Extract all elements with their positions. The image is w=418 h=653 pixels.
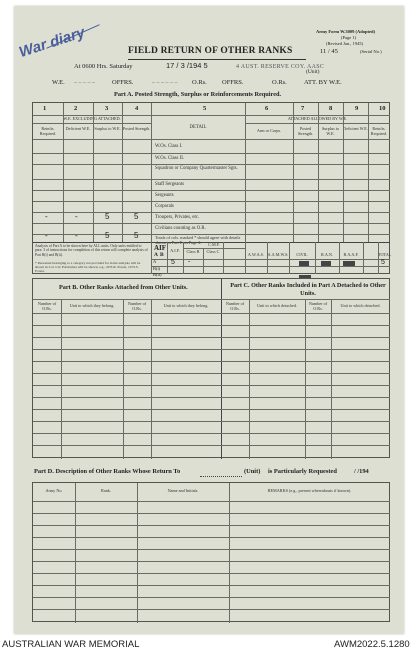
c-head-unit-2: Unit to which detached. [340,303,381,308]
unit-label: (Unit) [306,69,320,75]
ors-label: O.Rs. [192,79,207,86]
troopers-reinfts: - [45,212,48,221]
raaf-head: R.A.A.F. [343,252,359,257]
form-ref-3: (Revised Jan., 1945) [326,41,363,46]
civil-head: CIVIL [296,252,308,257]
offrs-label: OFFRS. [112,79,134,86]
raaf-mark [321,261,331,266]
ran-head: R.A.N. [321,252,333,257]
report-date: 17 / 3 /194 5 [166,61,208,70]
head-surplus: Surplus to W.E. [94,126,121,131]
col-num-7: 7 [301,105,305,112]
head-arm-corps: Arm or Corps. [256,128,282,133]
row-staff-sergeants: Staff Sergeants [155,182,184,187]
b-head-num-1: Number of O.Rs. [37,301,57,311]
class-c-head: Class C [206,249,220,254]
row-a-total-value: 5 [381,259,385,266]
col-num-5: 5 [203,105,207,112]
row-sqmsgts: Squadron or Company Quartermaster Sgts. [155,166,238,171]
ran-mark [299,261,309,266]
analysis-note: Analysis of Part A to be shown here by ALL units. Only units entitled to para. 3 of instructions for completion of this return will complete analysis of Part B(i) and B(ii). [35,244,148,257]
we-excluding-header: W.E. EXCLUDING ATTACHED. [63,116,121,121]
field-return-form [14,6,404,634]
awas-head: A.W.A.S. [247,252,265,257]
posted-note: * Personnel belonging to a category not provided for in the analysis will be shown in Col. Civ. Particulars will be shown, e.g., 20 E.R. Forest, 10 N.S. Forest. [35,261,141,274]
c-head-num-2: Number of O.Rs. [308,301,328,311]
row-a-dash: - [188,257,191,265]
row-a-aif-stamp: AIF [154,244,167,252]
head-reinfts-req: Reinfts. Required. [39,126,57,136]
aif-head: A.I.F. [170,248,180,253]
ors2-label: O.Rs. [272,79,287,86]
col-num-9: 9 [355,105,359,112]
head-surplus-r: Surplus to W.E. [321,126,340,136]
cmf-head: C.M.F. [208,242,220,247]
total-head: TOTAL [378,252,392,257]
handwritten-annotation: War diary [17,23,88,62]
troopers-deficient: - [75,212,78,221]
part-d-table [32,482,390,622]
we-redacted: _ _ _ _ _ [74,78,95,84]
att-label: ATT. BY W.E. [304,79,342,86]
footer-institution: AUSTRALIAN WAR MEMORIAL [2,639,140,650]
form-ref-2: (Page 1) [341,35,357,40]
part-a-table [32,102,392,277]
part-bc-table [32,278,390,458]
d-head-name: Name and Initials. [167,488,199,493]
row-a-label: A [154,252,158,258]
b-head-num-2: Number of O.Rs. [127,301,147,311]
part-d-requested: is Particularly Requested [268,468,337,475]
serial-number: 11 / 45 [320,48,338,55]
form-title: FIELD RETURN OF OTHER RANKS [128,46,293,56]
c-head-unit-1: Unit to which detached. [256,303,297,308]
serial-label: (Serial No.) [360,49,382,54]
row-a-aif-value: 5 [171,259,175,266]
troopers-surplus: 5 [105,212,110,221]
col-num-4: 4 [135,105,139,112]
part-a-title: Part A. Posted Strength, Surplus or Reinforcements Required. [114,91,282,98]
title-underline [128,59,306,60]
row-b-label: B [160,252,164,258]
head-deficient-r: Deficient W.E. [343,126,368,131]
row-corporals: Corporals [155,204,174,209]
head-posted: Posted Strength. [122,126,151,131]
offrs2-label: OFFRS. [222,79,244,86]
part-d-unit-label: (Unit) [244,468,261,475]
c-head-num-1: Number of O.Rs. [225,301,245,311]
we-label: W.E. [52,79,65,86]
offrs-redacted: _ _ _ _ _ _ [152,78,178,84]
row-troopers: Troopers, Privates, etc. [155,215,200,220]
row-bii-label: B(ii) [153,272,162,277]
aamws-head: A.A.M.W.S. [267,252,289,257]
col-num-1: 1 [43,105,47,112]
part-d-title: Part D. Description of Other Ranks Whose Return To [34,468,181,475]
detail-header: DETAIL [189,125,207,130]
totals-deficient: - [75,231,78,240]
part-b-title: Part B. Other Ranks Attached from Other Units. [59,284,188,291]
attached-allowed-header: ATTACHED ALLOWED BY W.E. [287,116,348,121]
raaf-mark-2 [343,261,355,266]
head-reinfts-r: Reinfts. Required. [370,126,388,136]
totals-posted: 5 [134,231,139,240]
troopers-posted: 5 [134,212,139,221]
row-totals: Totals of cols. marked * should agree with details shown in Part E on Page 2. [155,235,241,245]
part-d-unit-blank [200,476,242,477]
unit-stamp: 4 AUST. RESERVE COY. AASC [236,64,325,70]
b-head-unit-2: Unit to which they belong. [163,303,209,308]
col-num-3: 3 [105,105,109,112]
row-sergeants: Sergeants [155,193,174,198]
d-head-army-no: Army No. [45,488,63,493]
d-head-rank: Rank. [101,488,111,493]
col-num-10: 10 [379,105,386,112]
row-bi-label: B(i) [153,266,161,271]
class-b-head: Class B [186,249,200,254]
col-num-6: 6 [265,105,269,112]
report-time-label: At 0600 Hrs. Saturday [74,63,133,70]
totals-reinfts: - [45,231,48,240]
row-wo-class1: W.Os. Class I. [155,144,183,149]
row-a-lbl2: A [153,259,157,264]
head-posted-r: Posted Strength. [297,126,314,136]
row-wo-class2: W.Os. Class II. [155,156,185,161]
d-head-remarks: REMARKS (e.g., present whereabouts if known). [267,488,352,493]
col-num-2: 2 [74,105,78,112]
row-civilians: Civilians counting as O.R. [155,226,206,231]
part-c-title: Part C. Other Ranks Included in Part A Detached to Other Units. [230,282,386,297]
totals-surplus: 5 [105,231,110,240]
archive-footer [0,636,418,653]
form-ref-1: Army Form W.3009 (Adopted) [316,29,375,34]
b-head-unit-1: Unit to which they belong. [69,303,115,308]
col-num-8: 8 [329,105,333,112]
part-d-date: / /194 [354,468,369,475]
footer-accession: AWM2022.5.1280 [334,639,410,650]
head-deficient: Deficient W.E. [65,126,91,131]
